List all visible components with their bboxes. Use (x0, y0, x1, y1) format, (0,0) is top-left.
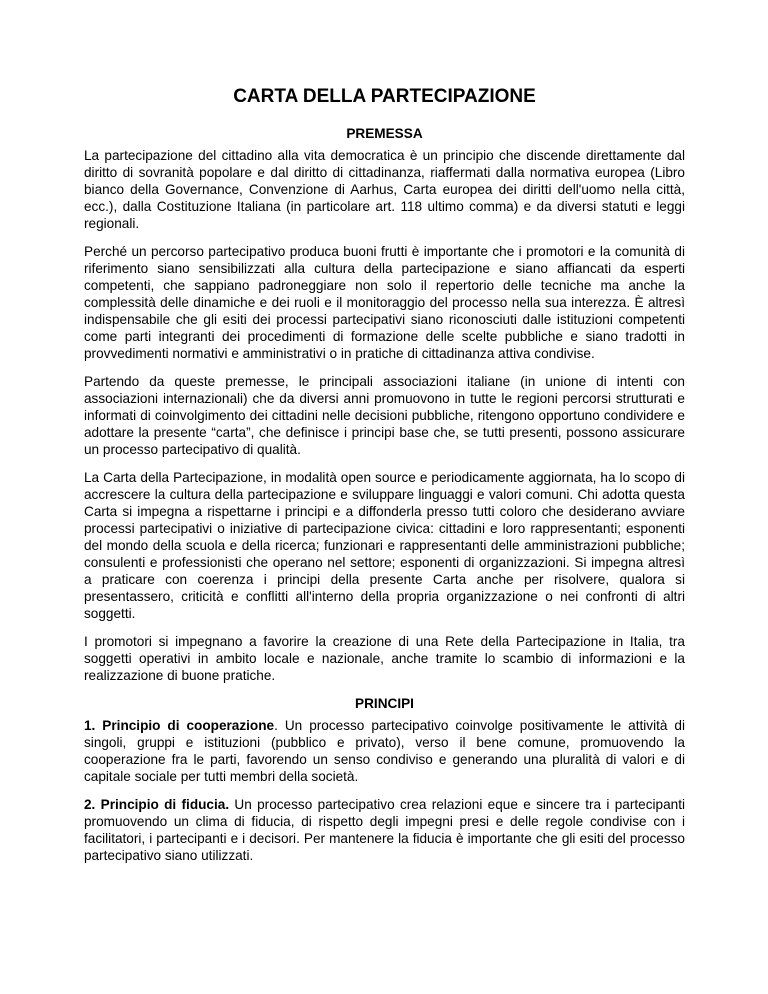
principle-title: 2. Principio di fiducia. (84, 797, 230, 812)
principle-title: 1. Principio di cooperazione (84, 718, 275, 733)
paragraph: La Carta della Partecipazione, in modalità open source e periodicamente aggiornata, ha lo scopo di accrescere la cultura della partecipazione e sviluppare linguaggi e valori comuni. Chi adotta questa Carta si impegna a rispettarne i principi e a diffonderla presso tutti coloro che desiderano avviare processi partecipativi o iniziative di partecipazione civica: cittadini e loro rappresentanti; esponenti del mondo della scuola e della ricerca; funzionari e rappresentanti delle amministrazioni pubbliche; consulenti e professionisti che operano nel settore; esponenti di organizzazioni. Si impegna altresì a praticare con coerenza i principi della presente Carta anche per risolvere, qualora si presentassero, criticità e conflitti all'interno della propria organizzazione o nei confronti di altri soggetti. (84, 470, 685, 621)
paragraph: La partecipazione del cittadino alla vita democratica è un principio che discende direttamente dal diritto di sovranità popolare e dal diritto di cittadinanza, riaffermati dalla normativa europea (Libro bianco della Governance, Convenzione di Aarhus, Carta europea dei diritti dell'uomo nella città, ecc.), dalla Costituzione Italiana (in particolare art. 118 ultimo comma) e da diversi statuti e leggi regionali. (84, 148, 685, 231)
document-title: CARTA DELLA PARTECIPAZIONE (233, 86, 536, 107)
principi-heading: PRINCIPI (355, 696, 414, 711)
premessa-heading: PREMESSA (346, 126, 423, 141)
principle-text: Un processo partecipativo crea relazioni eque e sincere tra i partecipanti promuovendo un clima di fiducia, di rispetto degli impegni presi e delle regole condivise con i facilitatori, i partecipanti e i decisori. Per mantenere la fiducia è importante che gli esiti del processo partecipativo siano utilizzati. (84, 797, 685, 863)
principle-item (84, 717, 685, 785)
paragraph: Partendo da queste premesse, le principali associazioni italiane (in unione di intenti con associazioni internazionali) che da diversi anni promuovono in tutte le regioni percorsi strutturati e informati di coinvolgimento dei cittadini nelle decisioni pubbliche, ritengono opportuno condividere e adottare la presente “carta”, che definisce i principi base che, se tutti presenti, possono assicurare un processo partecipativo di qualità. (84, 374, 685, 457)
document-page (84, 78, 685, 875)
principle-text: . Un processo partecipativo coinvolge positivamente le attività di singoli, gruppi e istituzioni (pubblico e privato), verso il bene comune, promuovendo la cooperazione fra le parti, favorendo un senso condiviso e generando una pluralità di valori e di capitale sociale per tutti membri della società. (84, 718, 686, 784)
principle-item (84, 796, 685, 864)
paragraph: Perché un percorso partecipativo produca buoni frutti è importante che i promotori e la comunità di riferimento siano sensibilizzati alla cultura della partecipazione e siano affiancati da esperti competenti, che sappiano padroneggiare non solo il repertorio delle tecniche ma anche la complessità delle dinamiche e dei ruoli e il monitoraggio del processo nella sua interezza. È altresì indispensabile che gli esiti dei processi partecipativi siano riconosciuti dalle istituzioni competenti come parti integranti dei procedimenti di formazione delle scelte pubbliche e siano tradotti in provvedimenti normativi e amministrativi o in pratiche di cittadinanza attiva condivise. (84, 244, 685, 361)
paragraph: I promotori si impegnano a favorire la creazione di una Rete della Partecipazione in Italia, tra soggetti operativi in ambito locale e nazionale, anche tramite lo scambio di informazioni e la realizzazione di buone pratiche. (84, 634, 685, 683)
